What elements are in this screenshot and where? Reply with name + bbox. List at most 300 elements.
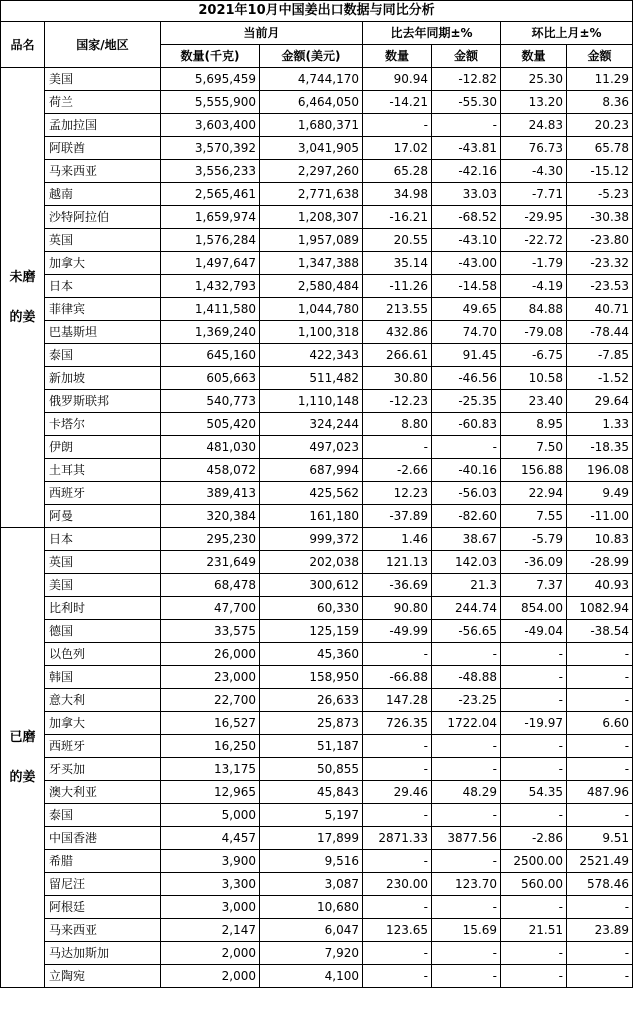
value-cell: 161,180 (260, 505, 363, 528)
country-cell: 以色列 (45, 643, 161, 666)
value-cell: - (432, 735, 501, 758)
country-cell: 韩国 (45, 666, 161, 689)
category-name: 已磨的姜 (1, 528, 45, 988)
value-cell: 8.95 (501, 413, 567, 436)
value-cell: 3,041,905 (260, 137, 363, 160)
value-cell: -68.52 (432, 206, 501, 229)
value-cell: - (363, 114, 432, 137)
country-cell: 新加坡 (45, 367, 161, 390)
value-cell: 6.60 (567, 712, 633, 735)
value-cell: 84.88 (501, 298, 567, 321)
value-cell: 2,147 (161, 919, 260, 942)
value-cell: 7.50 (501, 436, 567, 459)
value-cell: -11.00 (567, 505, 633, 528)
value-cell: -19.97 (501, 712, 567, 735)
value-cell: 422,343 (260, 344, 363, 367)
country-cell: 卡塔尔 (45, 413, 161, 436)
value-cell: -2.86 (501, 827, 567, 850)
value-cell: 505,420 (161, 413, 260, 436)
value-cell: 8.36 (567, 91, 633, 114)
value-cell: 300,612 (260, 574, 363, 597)
value-cell: 158,950 (260, 666, 363, 689)
table-row (1, 183, 633, 206)
value-cell: - (432, 804, 501, 827)
value-cell: 38.67 (432, 528, 501, 551)
value-cell: -28.99 (567, 551, 633, 574)
value-cell: - (567, 689, 633, 712)
header-amount-usd: 金额(美元) (260, 45, 363, 68)
value-cell: 213.55 (363, 298, 432, 321)
value-cell: 1,100,318 (260, 321, 363, 344)
value-cell: - (567, 643, 633, 666)
country-cell: 伊朗 (45, 436, 161, 459)
value-cell: 3,000 (161, 896, 260, 919)
value-cell: 2521.49 (567, 850, 633, 873)
value-cell: 23.89 (567, 919, 633, 942)
value-cell: 10,680 (260, 896, 363, 919)
table-row (1, 666, 633, 689)
value-cell: 10.83 (567, 528, 633, 551)
value-cell: 230.00 (363, 873, 432, 896)
country-cell: 马来西亚 (45, 919, 161, 942)
value-cell: - (567, 735, 633, 758)
value-cell: 487.96 (567, 781, 633, 804)
value-cell: - (432, 965, 501, 988)
value-cell: - (501, 643, 567, 666)
value-cell: 560.00 (501, 873, 567, 896)
value-cell: -23.25 (432, 689, 501, 712)
value-cell: 202,038 (260, 551, 363, 574)
country-cell: 巴基斯坦 (45, 321, 161, 344)
value-cell: 1,208,307 (260, 206, 363, 229)
value-cell: 54.35 (501, 781, 567, 804)
value-cell: -37.89 (363, 505, 432, 528)
header-yoy: 比去年同期±% (363, 22, 501, 45)
value-cell: 1722.04 (432, 712, 501, 735)
country-cell: 加拿大 (45, 252, 161, 275)
country-cell: 立陶宛 (45, 965, 161, 988)
value-cell: 40.93 (567, 574, 633, 597)
value-cell: 1,110,148 (260, 390, 363, 413)
value-cell: -1.52 (567, 367, 633, 390)
value-cell: 74.70 (432, 321, 501, 344)
table-row (1, 919, 633, 942)
value-cell: 1,497,647 (161, 252, 260, 275)
value-cell: 91.45 (432, 344, 501, 367)
country-cell: 牙买加 (45, 758, 161, 781)
table-body (1, 68, 633, 988)
country-cell: 西班牙 (45, 482, 161, 505)
country-cell: 澳大利亚 (45, 781, 161, 804)
value-cell: -55.30 (432, 91, 501, 114)
value-cell: 425,562 (260, 482, 363, 505)
value-cell: 3,570,392 (161, 137, 260, 160)
value-cell: 578.46 (567, 873, 633, 896)
table-row (1, 298, 633, 321)
value-cell: 65.28 (363, 160, 432, 183)
header-country: 国家/地区 (45, 22, 161, 68)
value-cell: -5.79 (501, 528, 567, 551)
value-cell: 60,330 (260, 597, 363, 620)
value-cell: -12.23 (363, 390, 432, 413)
value-cell: 45,843 (260, 781, 363, 804)
table-row (1, 873, 633, 896)
value-cell: - (567, 666, 633, 689)
value-cell: -36.69 (363, 574, 432, 597)
country-cell: 俄罗斯联邦 (45, 390, 161, 413)
value-cell: 48.29 (432, 781, 501, 804)
value-cell: 11.29 (567, 68, 633, 91)
value-cell: 2,000 (161, 942, 260, 965)
value-cell: - (432, 896, 501, 919)
value-cell: 123.65 (363, 919, 432, 942)
value-cell: 20.55 (363, 229, 432, 252)
value-cell: -4.19 (501, 275, 567, 298)
value-cell: 12,965 (161, 781, 260, 804)
table-row (1, 459, 633, 482)
value-cell: - (567, 896, 633, 919)
table-row (1, 942, 633, 965)
value-cell: - (501, 942, 567, 965)
value-cell: - (501, 666, 567, 689)
value-cell: 3,300 (161, 873, 260, 896)
table-row (1, 597, 633, 620)
table-row (1, 758, 633, 781)
value-cell: -82.60 (432, 505, 501, 528)
value-cell: 22,700 (161, 689, 260, 712)
value-cell: -5.23 (567, 183, 633, 206)
country-cell: 阿曼 (45, 505, 161, 528)
value-cell: -4.30 (501, 160, 567, 183)
country-cell: 阿联酋 (45, 137, 161, 160)
header-mom-qty: 数量 (501, 45, 567, 68)
country-cell: 比利时 (45, 597, 161, 620)
header-mom: 环比上月±% (501, 22, 633, 45)
value-cell: 17,899 (260, 827, 363, 850)
table-row (1, 528, 633, 551)
value-cell: 511,482 (260, 367, 363, 390)
value-cell: -79.08 (501, 321, 567, 344)
value-cell: 45,360 (260, 643, 363, 666)
value-cell: - (363, 758, 432, 781)
country-cell: 美国 (45, 574, 161, 597)
value-cell: 1,576,284 (161, 229, 260, 252)
value-cell: - (501, 896, 567, 919)
table-row (1, 574, 633, 597)
value-cell: 497,023 (260, 436, 363, 459)
value-cell: -14.58 (432, 275, 501, 298)
table-row (1, 827, 633, 850)
value-cell: -1.79 (501, 252, 567, 275)
value-cell: -56.65 (432, 620, 501, 643)
value-cell: 458,072 (161, 459, 260, 482)
value-cell: 1,680,371 (260, 114, 363, 137)
value-cell: - (363, 804, 432, 827)
value-cell: - (363, 643, 432, 666)
header-mom-amount: 金额 (567, 45, 633, 68)
table-row (1, 781, 633, 804)
value-cell: 3,087 (260, 873, 363, 896)
value-cell: 22.94 (501, 482, 567, 505)
country-cell: 希腊 (45, 850, 161, 873)
value-cell: -43.10 (432, 229, 501, 252)
country-cell: 西班牙 (45, 735, 161, 758)
value-cell: 40.71 (567, 298, 633, 321)
value-cell: 147.28 (363, 689, 432, 712)
value-cell: - (567, 965, 633, 988)
value-cell: 4,457 (161, 827, 260, 850)
value-cell: -29.95 (501, 206, 567, 229)
value-cell: -15.12 (567, 160, 633, 183)
value-cell: -11.26 (363, 275, 432, 298)
value-cell: -40.16 (432, 459, 501, 482)
country-cell: 沙特阿拉伯 (45, 206, 161, 229)
country-cell: 美国 (45, 68, 161, 91)
value-cell: 605,663 (161, 367, 260, 390)
value-cell: 29.64 (567, 390, 633, 413)
value-cell: - (432, 114, 501, 137)
value-cell: 295,230 (161, 528, 260, 551)
value-cell: 16,527 (161, 712, 260, 735)
value-cell: 68,478 (161, 574, 260, 597)
value-cell: -78.44 (567, 321, 633, 344)
value-cell: 5,000 (161, 804, 260, 827)
value-cell: 12.23 (363, 482, 432, 505)
value-cell: 23,000 (161, 666, 260, 689)
value-cell: 7,920 (260, 942, 363, 965)
value-cell: 26,000 (161, 643, 260, 666)
table-row (1, 735, 633, 758)
value-cell: 1,347,388 (260, 252, 363, 275)
value-cell: -42.16 (432, 160, 501, 183)
value-cell: 2871.33 (363, 827, 432, 850)
value-cell: - (432, 758, 501, 781)
value-cell: 324,244 (260, 413, 363, 436)
value-cell: - (363, 735, 432, 758)
value-cell: - (363, 896, 432, 919)
value-cell: 2,565,461 (161, 183, 260, 206)
table-row (1, 229, 633, 252)
value-cell: 645,160 (161, 344, 260, 367)
value-cell: 51,187 (260, 735, 363, 758)
value-cell: - (501, 965, 567, 988)
value-cell: 30.80 (363, 367, 432, 390)
value-cell: 266.61 (363, 344, 432, 367)
country-cell: 中国香港 (45, 827, 161, 850)
value-cell: 3877.56 (432, 827, 501, 850)
value-cell: -30.38 (567, 206, 633, 229)
table-row (1, 114, 633, 137)
value-cell: -43.81 (432, 137, 501, 160)
category-name: 未磨的姜 (1, 68, 45, 528)
value-cell: - (432, 436, 501, 459)
value-cell: 90.80 (363, 597, 432, 620)
country-cell: 荷兰 (45, 91, 161, 114)
value-cell: 244.74 (432, 597, 501, 620)
value-cell: -49.99 (363, 620, 432, 643)
country-cell: 日本 (45, 275, 161, 298)
value-cell: -14.21 (363, 91, 432, 114)
value-cell: -38.54 (567, 620, 633, 643)
value-cell: -6.75 (501, 344, 567, 367)
value-cell: 29.46 (363, 781, 432, 804)
value-cell: 26,633 (260, 689, 363, 712)
value-cell: - (432, 942, 501, 965)
value-cell: 1,369,240 (161, 321, 260, 344)
table-row (1, 551, 633, 574)
value-cell: 125,159 (260, 620, 363, 643)
country-cell: 英国 (45, 229, 161, 252)
table-title: 2021年10月中国姜出口数据与同比分析 (1, 1, 633, 22)
value-cell: 13,175 (161, 758, 260, 781)
value-cell: - (363, 850, 432, 873)
country-cell: 英国 (45, 551, 161, 574)
value-cell: 7.37 (501, 574, 567, 597)
table-row (1, 896, 633, 919)
value-cell: 1,044,780 (260, 298, 363, 321)
value-cell: 1.46 (363, 528, 432, 551)
table-row (1, 367, 633, 390)
table-row (1, 804, 633, 827)
value-cell: - (432, 850, 501, 873)
value-cell: -60.83 (432, 413, 501, 436)
header-yoy-qty: 数量 (363, 45, 432, 68)
value-cell: 4,100 (260, 965, 363, 988)
value-cell: 9,516 (260, 850, 363, 873)
country-cell: 越南 (45, 183, 161, 206)
value-cell: 123.70 (432, 873, 501, 896)
value-cell: - (363, 965, 432, 988)
value-cell: 231,649 (161, 551, 260, 574)
value-cell: 142.03 (432, 551, 501, 574)
country-cell: 意大利 (45, 689, 161, 712)
table-row (1, 390, 633, 413)
table-row (1, 850, 633, 873)
value-cell: 389,413 (161, 482, 260, 505)
value-cell: 6,464,050 (260, 91, 363, 114)
value-cell: 33.03 (432, 183, 501, 206)
value-cell: -46.56 (432, 367, 501, 390)
table-row (1, 505, 633, 528)
value-cell: 2,580,484 (260, 275, 363, 298)
table-row (1, 482, 633, 505)
value-cell: 1,957,089 (260, 229, 363, 252)
table-row (1, 275, 633, 298)
value-cell: -2.66 (363, 459, 432, 482)
table-row (1, 252, 633, 275)
country-cell: 土耳其 (45, 459, 161, 482)
value-cell: 23.40 (501, 390, 567, 413)
value-cell: 9.51 (567, 827, 633, 850)
table-row (1, 620, 633, 643)
header-qty-kg: 数量(千克) (161, 45, 260, 68)
value-cell: 49.65 (432, 298, 501, 321)
value-cell: -12.82 (432, 68, 501, 91)
value-cell: 5,555,900 (161, 91, 260, 114)
value-cell: 3,556,233 (161, 160, 260, 183)
value-cell: 1,432,793 (161, 275, 260, 298)
value-cell: 13.20 (501, 91, 567, 114)
value-cell: 726.35 (363, 712, 432, 735)
value-cell: 6,047 (260, 919, 363, 942)
value-cell: 5,695,459 (161, 68, 260, 91)
value-cell: 90.94 (363, 68, 432, 91)
country-cell: 日本 (45, 528, 161, 551)
header-product: 品名 (1, 22, 45, 68)
value-cell: - (363, 436, 432, 459)
value-cell: 33,575 (161, 620, 260, 643)
value-cell: 432.86 (363, 321, 432, 344)
value-cell: 20.23 (567, 114, 633, 137)
value-cell: 1,659,974 (161, 206, 260, 229)
table-row (1, 712, 633, 735)
table-row (1, 206, 633, 229)
country-cell: 加拿大 (45, 712, 161, 735)
value-cell: 2,000 (161, 965, 260, 988)
value-cell: - (432, 643, 501, 666)
value-cell: 540,773 (161, 390, 260, 413)
value-cell: - (501, 758, 567, 781)
value-cell: - (501, 735, 567, 758)
country-cell: 马达加斯加 (45, 942, 161, 965)
value-cell: - (501, 689, 567, 712)
value-cell: 17.02 (363, 137, 432, 160)
value-cell: -48.88 (432, 666, 501, 689)
value-cell: 1,411,580 (161, 298, 260, 321)
country-cell: 泰国 (45, 804, 161, 827)
value-cell: 21.3 (432, 574, 501, 597)
value-cell: 2,297,260 (260, 160, 363, 183)
header-current-month: 当前月 (161, 22, 363, 45)
value-cell: -7.71 (501, 183, 567, 206)
value-cell: - (567, 804, 633, 827)
value-cell: 10.58 (501, 367, 567, 390)
value-cell: - (501, 804, 567, 827)
country-cell: 阿根廷 (45, 896, 161, 919)
country-cell: 留尼汪 (45, 873, 161, 896)
value-cell: -23.53 (567, 275, 633, 298)
value-cell: 854.00 (501, 597, 567, 620)
value-cell: -23.80 (567, 229, 633, 252)
value-cell: - (363, 942, 432, 965)
value-cell: -18.35 (567, 436, 633, 459)
value-cell: 3,603,400 (161, 114, 260, 137)
value-cell: 4,744,170 (260, 68, 363, 91)
table-row (1, 965, 633, 988)
value-cell: -25.35 (432, 390, 501, 413)
table-row (1, 160, 633, 183)
value-cell: -36.09 (501, 551, 567, 574)
value-cell: 3,900 (161, 850, 260, 873)
value-cell: 156.88 (501, 459, 567, 482)
value-cell: 196.08 (567, 459, 633, 482)
value-cell: -16.21 (363, 206, 432, 229)
country-cell: 菲律宾 (45, 298, 161, 321)
value-cell: -56.03 (432, 482, 501, 505)
value-cell: - (567, 942, 633, 965)
value-cell: 7.55 (501, 505, 567, 528)
value-cell: 35.14 (363, 252, 432, 275)
value-cell: -66.88 (363, 666, 432, 689)
value-cell: 9.49 (567, 482, 633, 505)
value-cell: -49.04 (501, 620, 567, 643)
value-cell: 50,855 (260, 758, 363, 781)
value-cell: 8.80 (363, 413, 432, 436)
value-cell: 24.83 (501, 114, 567, 137)
country-cell: 德国 (45, 620, 161, 643)
value-cell: -22.72 (501, 229, 567, 252)
value-cell: - (567, 758, 633, 781)
